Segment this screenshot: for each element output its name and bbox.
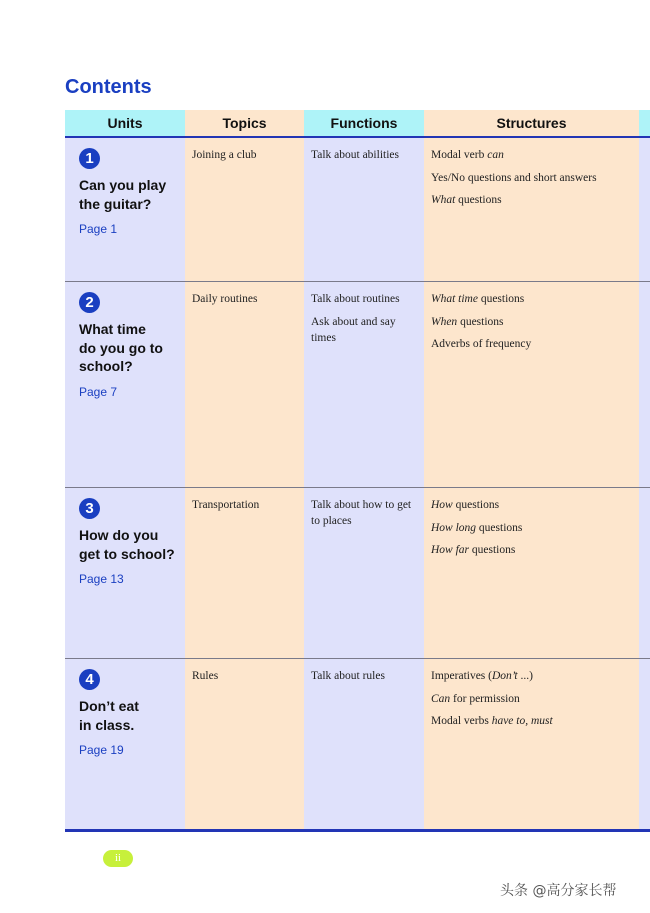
topic-item: Transportation	[192, 499, 260, 511]
header-units: Units	[65, 110, 185, 136]
unit-4-topics	[192, 668, 300, 691]
next-column-bg	[639, 110, 650, 830]
row-divider	[65, 658, 650, 659]
function-item: Ask about and say times	[311, 315, 396, 344]
unit-number-badge: 1	[79, 148, 100, 169]
header-functions: Functions	[304, 110, 424, 136]
unit-title: Don’t eat in class.	[79, 698, 139, 733]
unit-number-badge: 2	[79, 292, 100, 313]
unit-3-topics	[192, 497, 300, 520]
unit-2-structures	[431, 291, 636, 359]
structure-item: Imperatives (Don’t ...)	[431, 670, 533, 682]
structure-item: Can for permission	[431, 692, 520, 705]
unit-page-link[interactable]: Page 1	[79, 222, 118, 236]
row-divider	[65, 281, 650, 282]
unit-page-link[interactable]: Page 7	[79, 384, 118, 399]
unit-1	[79, 148, 183, 236]
unit-page-link[interactable]: Page 19	[79, 743, 124, 757]
structure-item: How long questions	[431, 521, 523, 534]
structure-item: Adverbs of frequency	[431, 338, 532, 350]
structure-item: Yes/No questions and short answers	[431, 171, 597, 184]
structure-item: Modal verb can	[431, 149, 504, 161]
unit-number-badge: 3	[79, 498, 100, 519]
unit-2-functions	[311, 291, 419, 352]
structure-item: What questions	[431, 194, 502, 206]
unit-number-badge: 4	[79, 669, 100, 690]
unit-4-structures	[431, 668, 636, 736]
function-item: Talk about rules	[311, 670, 385, 682]
structure-item: How far questions	[431, 544, 516, 556]
function-item: Talk about routines	[311, 293, 400, 305]
unit-4	[79, 669, 183, 757]
unit-3-structures	[431, 497, 636, 565]
unit-3	[79, 498, 183, 586]
unit-1-structures	[431, 147, 636, 215]
header-rule	[65, 136, 650, 138]
unit-page-link[interactable]: Page 13	[79, 572, 124, 586]
unit-title: How do you get to school?	[79, 527, 175, 562]
header-structures: Structures	[424, 110, 639, 136]
unit-2-topics	[192, 291, 300, 314]
structure-item: When questions	[431, 315, 504, 328]
structure-item: How questions	[431, 499, 500, 511]
unit-title: What time do you go to school?	[79, 321, 163, 374]
topic-item: Joining a club	[192, 149, 257, 161]
unit-1-topics	[192, 147, 300, 170]
table-header	[65, 110, 650, 136]
row-divider	[65, 487, 650, 488]
function-item: Talk about how to get to places	[311, 499, 412, 527]
watermark: 头条 @高分家长帮	[500, 883, 617, 899]
unit-2	[79, 292, 183, 399]
header-topics: Topics	[185, 110, 304, 136]
function-item: Talk about abilities	[311, 149, 399, 161]
page-title: Contents	[65, 76, 152, 98]
table-bottom-rule	[65, 829, 650, 832]
page-number-badge: ii	[103, 850, 133, 867]
unit-4-functions	[311, 668, 419, 691]
unit-title: Can you play the guitar?	[79, 177, 167, 212]
topic-item: Rules	[192, 670, 219, 682]
header-next	[639, 110, 650, 136]
unit-1-functions	[311, 147, 419, 170]
topic-item: Daily routines	[192, 293, 258, 305]
topics-column-bg	[185, 110, 304, 830]
contents-table	[65, 110, 650, 832]
structure-item: What time questions	[431, 293, 525, 305]
functions-column-bg	[304, 110, 424, 830]
structure-item: Modal verbs have to, must	[431, 715, 553, 727]
unit-3-functions	[311, 497, 419, 536]
